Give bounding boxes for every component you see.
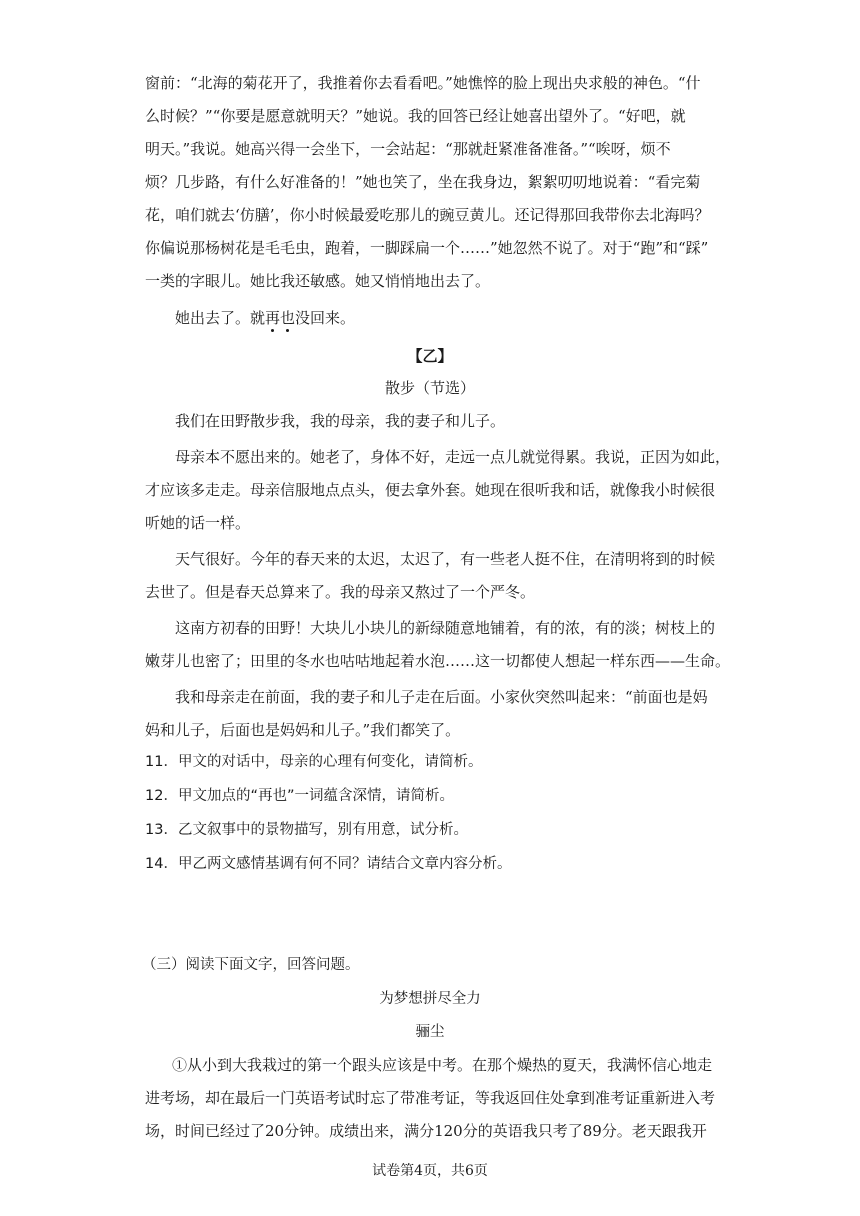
yi-paragraph: 我和母亲走在前面，我的妻子和儿子走在后面。小家伙突然叫起来：“前面也是妈 bbox=[175, 688, 708, 706]
question-13: 13．乙文叙事中的景物描写，别有用意，试分析。 bbox=[145, 822, 468, 838]
jia-line: 花，咱们就去‘仿膳’，你小时候最爱吃那儿的豌豆黄儿。还记得那回我带你去北海吗？ bbox=[145, 206, 710, 224]
jia-last-paragraph bbox=[175, 308, 715, 328]
article-title: 为梦想拼尽全力 bbox=[379, 991, 481, 1007]
jia-line: 一类的字眼儿。她比我还敏感。她又悄悄地出去了。 bbox=[145, 272, 491, 290]
question-14: 14．甲乙两文感情基调有何不同？请结合文章内容分析。 bbox=[145, 856, 512, 872]
yi-line: 听她的话一样。 bbox=[145, 514, 251, 532]
section-intro: （三）阅读下面文字，回答问题。 bbox=[142, 957, 360, 973]
question-12: 12．甲文加点的“再也”一词蕴含深情，请简析。 bbox=[145, 788, 454, 804]
yi-title: 散步（节选） bbox=[384, 379, 475, 397]
yi-line: 妈和儿子，后面也是妈妈和儿子。”我们都笑了。 bbox=[145, 721, 461, 739]
yi-paragraph: 母亲本不愿出来的。她老了，身体不好，走远一点儿就觉得累。我说，正因为如此， bbox=[175, 448, 731, 466]
article-line: 进考场，却在最后一门英语考试时忘了带准考证，等我返回住处拿到准考证重新进入考 bbox=[145, 1089, 716, 1107]
yi-line: 才应该多走走。母亲信服地点点头，便去拿外套。她现在很听我和话，就像我小时候很 bbox=[145, 481, 716, 499]
page-footer: 试卷第4页，共6页 bbox=[372, 1163, 488, 1179]
dotted-word-ye: 也 bbox=[280, 309, 296, 327]
yi-header: 【乙】 bbox=[407, 347, 453, 365]
yi-paragraph: 这南方初春的田野！大块儿小块儿的新绿随意地铺着，有的浓，有的淡；树枝上的 bbox=[175, 619, 716, 637]
dotted-word-zai: 再 bbox=[265, 309, 281, 327]
article-line: ①从小到大我栽过的第一个跟头应该是中考。在那个燥热的夏天，我满怀信心地走 bbox=[172, 1056, 713, 1074]
question-11: 11．甲文的对话中，母亲的心理有何变化，请简析。 bbox=[145, 754, 483, 770]
yi-line: 嫩芽儿也密了；田里的冬水也咕咕地起着水泡……这一切都使人想起一样东西——生命。 bbox=[145, 652, 731, 670]
yi-paragraph: 我们在田野散步我，我的母亲，我的妻子和儿子。 bbox=[175, 412, 506, 430]
article-author: 骊尘 bbox=[415, 1024, 445, 1040]
jia-last-text-before: 她出去了。就 bbox=[175, 309, 266, 327]
jia-line: 你偏说那杨树花是毛毛虫，跑着，一脚踩扁一个……”她忽然不说了。对于“跑”和“踩” bbox=[145, 239, 709, 257]
yi-paragraph: 天气很好。今年的春天来的太迟，太迟了，有一些老人挺不住，在清明将到的时候 bbox=[175, 550, 716, 568]
article-line: 场，时间已经过了20分钟。成绩出来，满分120分的英语我只考了89分。老天跟我开 bbox=[145, 1122, 707, 1140]
jia-line: 么时候？”“你要是愿意就明天？”她说。我的回答已经让她喜出望外了。“好吧，就 bbox=[145, 107, 686, 125]
yi-line: 去世了。但是春天总算来了。我的母亲又熬过了一个严冬。 bbox=[145, 583, 536, 601]
jia-line: 窗前：“北海的菊花开了，我推着你去看看吧。”她憔悴的脸上现出央求般的神色。“什 bbox=[145, 74, 701, 92]
jia-last-text-after: 没回来。 bbox=[295, 309, 356, 327]
jia-line: 明天。”我说。她高兴得一会坐下，一会站起：“那就赶紧准备准备。”“唉呀，烦不 bbox=[145, 140, 671, 158]
jia-line: 烦？几步路，有什么好准备的！”她也笑了，坐在我身边，絮絮叨叨地说着：“看完菊 bbox=[145, 173, 701, 191]
